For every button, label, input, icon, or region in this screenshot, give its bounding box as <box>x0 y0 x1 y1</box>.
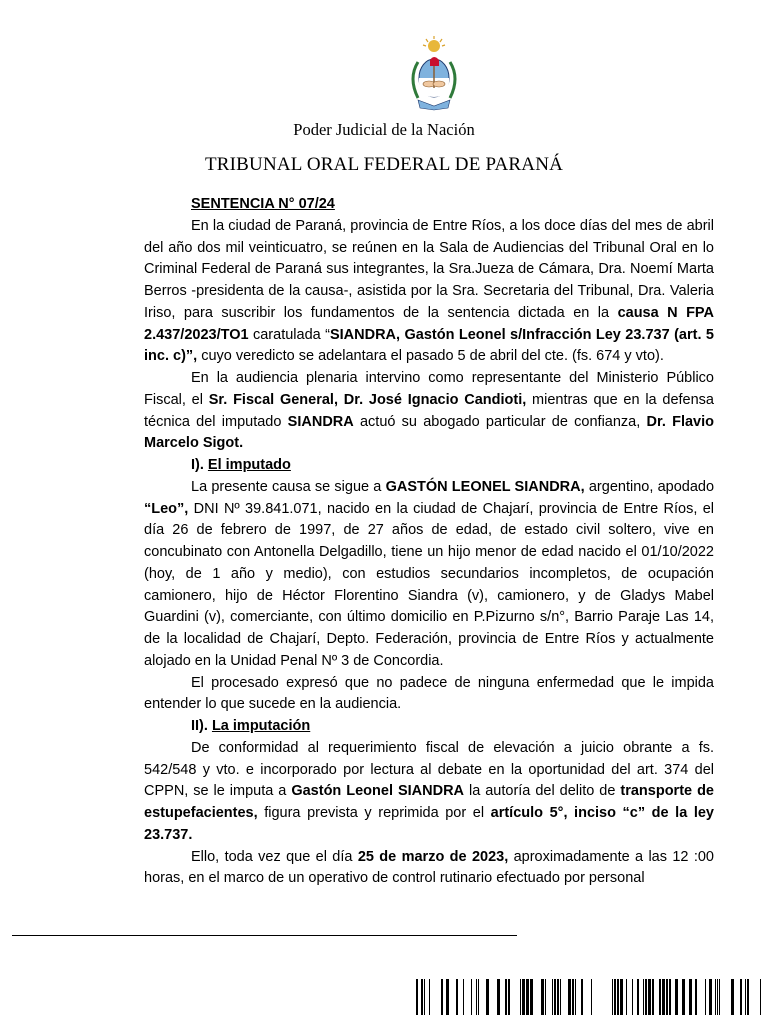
barcode-bar <box>620 979 623 1015</box>
offense-name: transporte de estupefacientes, <box>144 783 714 821</box>
text-span: la autoría del delito de <box>464 783 621 800</box>
barcode-bar <box>557 979 559 1015</box>
paragraph-intro <box>144 216 714 368</box>
defense-attorney-name: Dr. Flavio Marcelo Sigot. <box>144 413 714 452</box>
coat-of-arms-seal <box>404 36 464 112</box>
barcode-bar <box>471 979 472 1015</box>
document-body <box>144 194 714 890</box>
barcode-bar <box>626 979 627 1015</box>
barcode-bar <box>731 979 734 1015</box>
section-number: II). <box>191 718 212 734</box>
barcode-bar <box>522 979 525 1015</box>
text-span: Ello, toda vez que el día <box>191 848 358 865</box>
barcode-bar <box>669 979 671 1015</box>
barcode-bar <box>745 979 746 1015</box>
barcode-bar <box>572 979 574 1015</box>
barcode-bar <box>446 979 449 1015</box>
defendant-alias: “Leo”, <box>144 500 189 517</box>
barcode-bar <box>591 979 592 1015</box>
barcode-bar <box>530 979 533 1015</box>
court-name: Poder Judicial de la Nación <box>293 120 475 139</box>
barcode-bar <box>645 979 647 1015</box>
clasped-hands-icon <box>423 81 445 87</box>
barcode-bar <box>554 979 556 1015</box>
barcode-bar <box>643 979 644 1015</box>
section-number: I). <box>191 457 208 473</box>
barcode-bar <box>719 979 720 1015</box>
barcode-bar <box>709 979 712 1015</box>
paragraph-facts <box>144 847 714 891</box>
barcode-bar <box>675 979 678 1015</box>
text-span: De conformidad al requerimiento fiscal de elevación a juicio obrante a fs. 542/548 y vto. e incorporado por lectura al debate en la oportunidad del art. 374 del CPPN, se le imputa a <box>144 739 714 800</box>
barcode-bar <box>760 979 761 1015</box>
case-number: causa N FPA 2.437/2023/TO1 <box>144 304 714 343</box>
barcode-bar <box>486 979 489 1015</box>
barcode-bar <box>581 979 583 1015</box>
section-heading-imputacion <box>144 716 714 738</box>
barcode-icon <box>416 979 762 1015</box>
barcode-bar <box>416 979 418 1015</box>
barcode-bar <box>541 979 544 1015</box>
text-span: caratulada “ <box>248 326 330 343</box>
defendant-full-name: GASTÓN LEONEL SIANDRA, <box>385 478 585 495</box>
barcode-bar <box>508 979 510 1015</box>
paragraph-charges <box>144 738 714 847</box>
law-article: artículo 5°, inciso “c” de la ley 23.737. <box>144 805 714 843</box>
case-caption: SIANDRA, Gastón Leonel s/Infracción Ley 23.737 (art. 5 inc. c)”, <box>144 326 714 365</box>
text-span: actuó su abogado particular de confianza, <box>353 413 647 430</box>
defendant-name: SIANDRA <box>287 413 354 430</box>
text-span: La presente causa se sigue a <box>191 478 386 495</box>
barcode-bar <box>476 979 477 1015</box>
barcode-bar <box>568 979 571 1015</box>
sun-icon <box>423 36 445 52</box>
event-date: 25 de marzo de 2023, <box>357 848 509 865</box>
section-title: El imputado <box>207 457 291 473</box>
barcode-bar <box>575 979 576 1015</box>
sentence-number: SENTENCIA N° 07/24 <box>191 196 335 212</box>
section-title: La imputación <box>211 718 311 734</box>
barcode-bar <box>424 979 425 1015</box>
barcode-bar <box>614 979 616 1015</box>
text-span: argentino, apodado <box>584 478 715 495</box>
barcode-bar <box>689 979 692 1015</box>
barcode-bar <box>632 979 633 1015</box>
barcode-bar <box>520 979 521 1015</box>
ribbon-icon <box>418 100 450 110</box>
text-span: DNI Nº 39.841.071, nacido en la ciudad de Chajarí, provincia de Entre Ríos, el día 26 de febrero de 1997, de 27 años de edad, de estado civil soltero, vive en concubinato con Antonella Delgadillo, tiene un hijo menor de edad nacido el 01/10/2022 (hoy, de 1 año y medio), con estudios secundarios incompletos, de ocupación camionero, hijo de Héctor Florentino Siandra (v), camionero, y de Gladys Mabel Guardini (v), comerciante, con último domicilio en P.Pizurno s/n°, Barrio Paraje Las 14, de la localidad de Chajarí, Depto. Federación, provincia de Entre Ríos y actualmente alojado en la Unidad Penal Nº 3 de Concordia. <box>144 500 714 669</box>
barcode-bar <box>695 979 697 1015</box>
barcode-bar <box>652 979 654 1015</box>
prosecutor-name: Sr. Fiscal General, Dr. José Ignacio Candioti, <box>208 391 527 408</box>
barcode-bar <box>659 979 661 1015</box>
barcode-bar <box>560 979 561 1015</box>
barcode-bar <box>441 979 443 1015</box>
text-span: En la ciudad de Paraná, provincia de Entre Ríos, a los doce días del mes de abril del año dos mil veinticuatro, se reúnen en la Sala de Audiencias del Tribunal Oral en lo Criminal Federal de Paraná sus integrantes, la Sra.Jueza de Cámara, Dra. Noemí Marta Berros -presidenta de la causa-, asistida por la Sra. Secretaria del Tribunal, Dra. Valeria Iriso, para suscribir los fundamentos de la sentencia dictada en la <box>144 217 714 321</box>
barcode-bar <box>682 979 685 1015</box>
text-span: En la audiencia plenaria intervino como representante del Ministerio Público Fiscal, el <box>144 370 714 408</box>
sentence-title <box>144 194 714 216</box>
paragraph-hearing <box>144 368 714 455</box>
barcode-bar <box>421 979 423 1015</box>
barcode-bar <box>717 979 718 1015</box>
text-span: aproximadamente a las 12 :00 horas, en el marco de un operativo de control rutinario efectuado por personal <box>144 848 714 887</box>
barcode-bar <box>617 979 619 1015</box>
barcode-bar <box>747 979 749 1015</box>
barcode-bar <box>478 979 479 1015</box>
barcode-bar <box>648 979 651 1015</box>
barcode-bar <box>456 979 458 1015</box>
barcode-bar <box>505 979 507 1015</box>
barcode-bar <box>637 979 639 1015</box>
text-span: mientras que en la defensa técnica del imputado <box>144 391 714 430</box>
barcode-bar <box>545 979 546 1015</box>
defendant-name: Gastón Leonel SIANDRA <box>291 783 465 800</box>
barcode-bar <box>705 979 706 1015</box>
section-heading-imputado <box>144 455 714 477</box>
barcode-bar <box>552 979 553 1015</box>
barcode-bar <box>740 979 742 1015</box>
footer-divider <box>12 935 517 936</box>
barcode-bar <box>612 979 613 1015</box>
barcode-bar <box>662 979 665 1015</box>
barcode-bar <box>463 979 464 1015</box>
barcode-bar <box>497 979 500 1015</box>
barcode-bar <box>715 979 716 1015</box>
text-span: cuyo veredicto se adelantara el pasado 5 de abril del cte. (fs. 674 y vto). <box>197 348 664 365</box>
barcode-bar <box>526 979 529 1015</box>
tribunal-name: TRIBUNAL ORAL FEDERAL DE PARANÁ <box>204 154 564 175</box>
paragraph-health: El procesado expresó que no padece de ninguna enfermedad que le impida entender lo que sucede en la audiencia. <box>144 674 714 713</box>
paragraph-defendant-details <box>144 477 714 673</box>
barcode-bar <box>666 979 668 1015</box>
barcode-bar <box>429 979 430 1015</box>
text-span: figura prevista y reprimida por el <box>257 805 491 821</box>
